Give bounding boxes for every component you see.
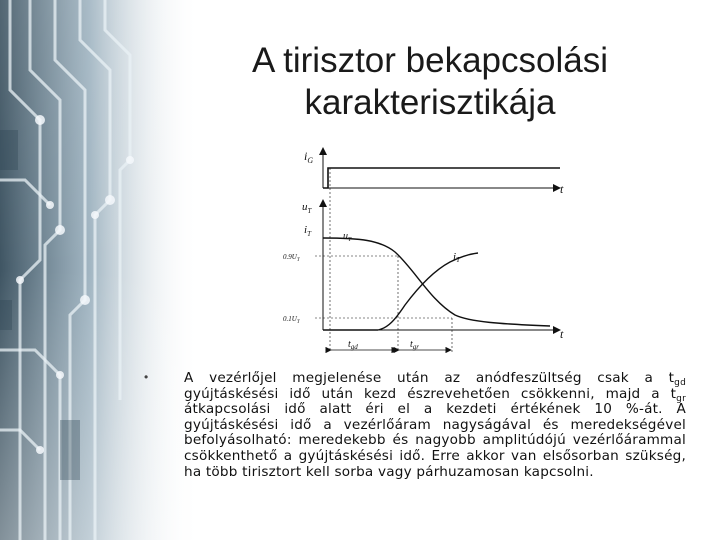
body-subscript-gd: gd [674, 378, 686, 388]
ut-falling-curve [323, 238, 550, 326]
title-line-2: karakterisztikája [304, 83, 556, 122]
bullet-marker: • [144, 370, 149, 384]
body-text-part-1: A vezérlőjel megjelenése után az anódfeszültség csak a t [184, 370, 675, 386]
ig-step-curve [323, 168, 560, 188]
t-axis-label-top: t [560, 182, 564, 196]
slide-title [170, 40, 690, 124]
turn-on-characteristic-diagram [270, 140, 590, 365]
tgr-label: $t_{gr}$ [410, 339, 420, 351]
body-text-part-2: gyújtáskésési idő után kezd észrevehetően csökkenni, majd a t [184, 385, 677, 402]
body-paragraph [184, 371, 686, 480]
tgd-label: $t_{gd}$ [348, 339, 358, 351]
t-axis-label-bottom: t [560, 327, 564, 341]
level-01-label: $0.1U_T$ [283, 315, 300, 325]
body-text-part-3: átkapcsolási idő alatt éri el a kezdeti értékének 10 %-át. A gyújtáskésési idő a vezérlőáram nagyságával és meredekségével befolyásolható: meredekebb és nagyobb amplitúdójú vezérlőárammal csökkenthető a gyújtáskésési idő. Erre akkor van elsősorban szükség, ha több tirisztort kell sorba vagy párhuzamosan kapcsolni. [184, 401, 686, 480]
level-09-label: $0.9U_T$ [283, 253, 300, 263]
title-line-1: A tirisztor bekapcsolási [252, 41, 608, 80]
it-axis-label: $i_T$ [304, 224, 311, 238]
body-subscript-gr: gr [676, 393, 686, 404]
it-curve-label: iT [453, 251, 460, 264]
ig-axis-label: $i_G$ [304, 149, 314, 165]
it-rising-curve [323, 253, 478, 330]
ut-curve-label: $u_T$ [343, 231, 352, 243]
ut-axis-label: $u_T$ [302, 201, 312, 215]
